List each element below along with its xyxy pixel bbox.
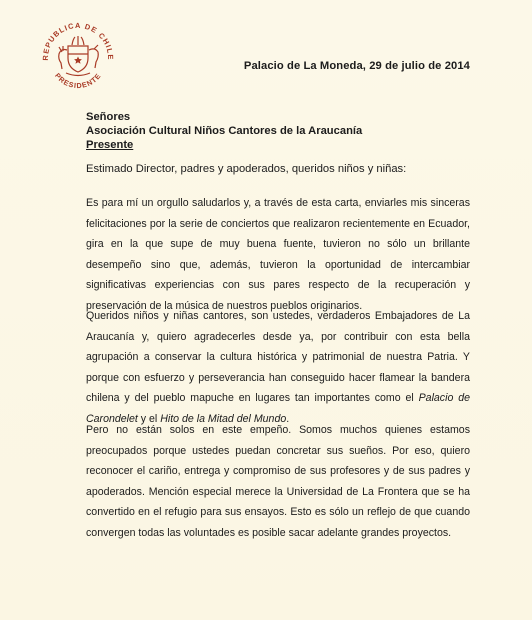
palacio-carondelet-italic: Palacio de Carondelet	[86, 392, 470, 425]
recipient-organization: Asociación Cultural Niños Cantores de la Araucanía	[86, 125, 363, 137]
paragraph-3: Pero no están solos en este empeño. Somos muchos quienes estamos preocupados porque ustedes puedan concretar sus sueños. Por eso, quiero reconocer el cariño, entrega y compromiso de sus profesores y de sus padres y apoderados. Mención especial merece la Universidad de La Frontera que se ha convertido en el refugio para sus ensayos. Esto es sólo un reflejo de que cuando convergen todas las voluntades es posible sacar adelante grandes proyectos.	[86, 424, 470, 539]
seal-bottom-text: PRESIDENTE	[53, 71, 103, 91]
date-line: Palacio de La Moneda, 29 de julio de 2014	[243, 60, 470, 72]
recipient-title: Señores	[86, 111, 131, 123]
paragraph-2-connector: y el	[137, 412, 161, 425]
svg-text:PRESIDENTE	[53, 71, 103, 90]
salutation: Estimado Director, padres y apoderados, queridos niños y niñas:	[86, 163, 407, 175]
seal-top-text: REPUBLICA DE CHILE	[40, 20, 116, 61]
chile-coat-of-arms-seal-icon	[36, 16, 120, 100]
paragraph-1: Es para mí un orgullo saludarlos y, a través de esta carta, enviarles mis sinceras felicitaciones por la serie de conciertos que realizaron recientemente en Ecuador, gira en la que supe de muy buena fuente, tuvieron no sólo un brillante desempeño sino que, además, tuvieron la oportunidad de intercambiar significativas experiencias con sus pares respecto de la recuperación y preservación de la música de nuestros pueblos originarios.	[86, 197, 470, 312]
recipient-block	[86, 110, 362, 152]
recipient-presente: Presente	[86, 139, 134, 151]
paragraph-2	[86, 306, 470, 430]
paragraph-2-text: Queridos niños y niñas cantores, son ustedes, verdaderos Embajadores de La Araucanía y, quiero agradecerles desde ya, por contribuir con esta bella agrupación a conservar la cultura histórica y patrimonial de nuestra Patria. Y porque con esfuerzo y perseverancia han conseguido hacer flamear la bandera chilena y del pueblo mapuche en lugares tan importantes como el	[86, 310, 470, 405]
paragraph-2-end: .	[286, 412, 290, 425]
hito-mitad-mundo-italic: Hito de la Mitad del Mundo	[160, 412, 287, 425]
